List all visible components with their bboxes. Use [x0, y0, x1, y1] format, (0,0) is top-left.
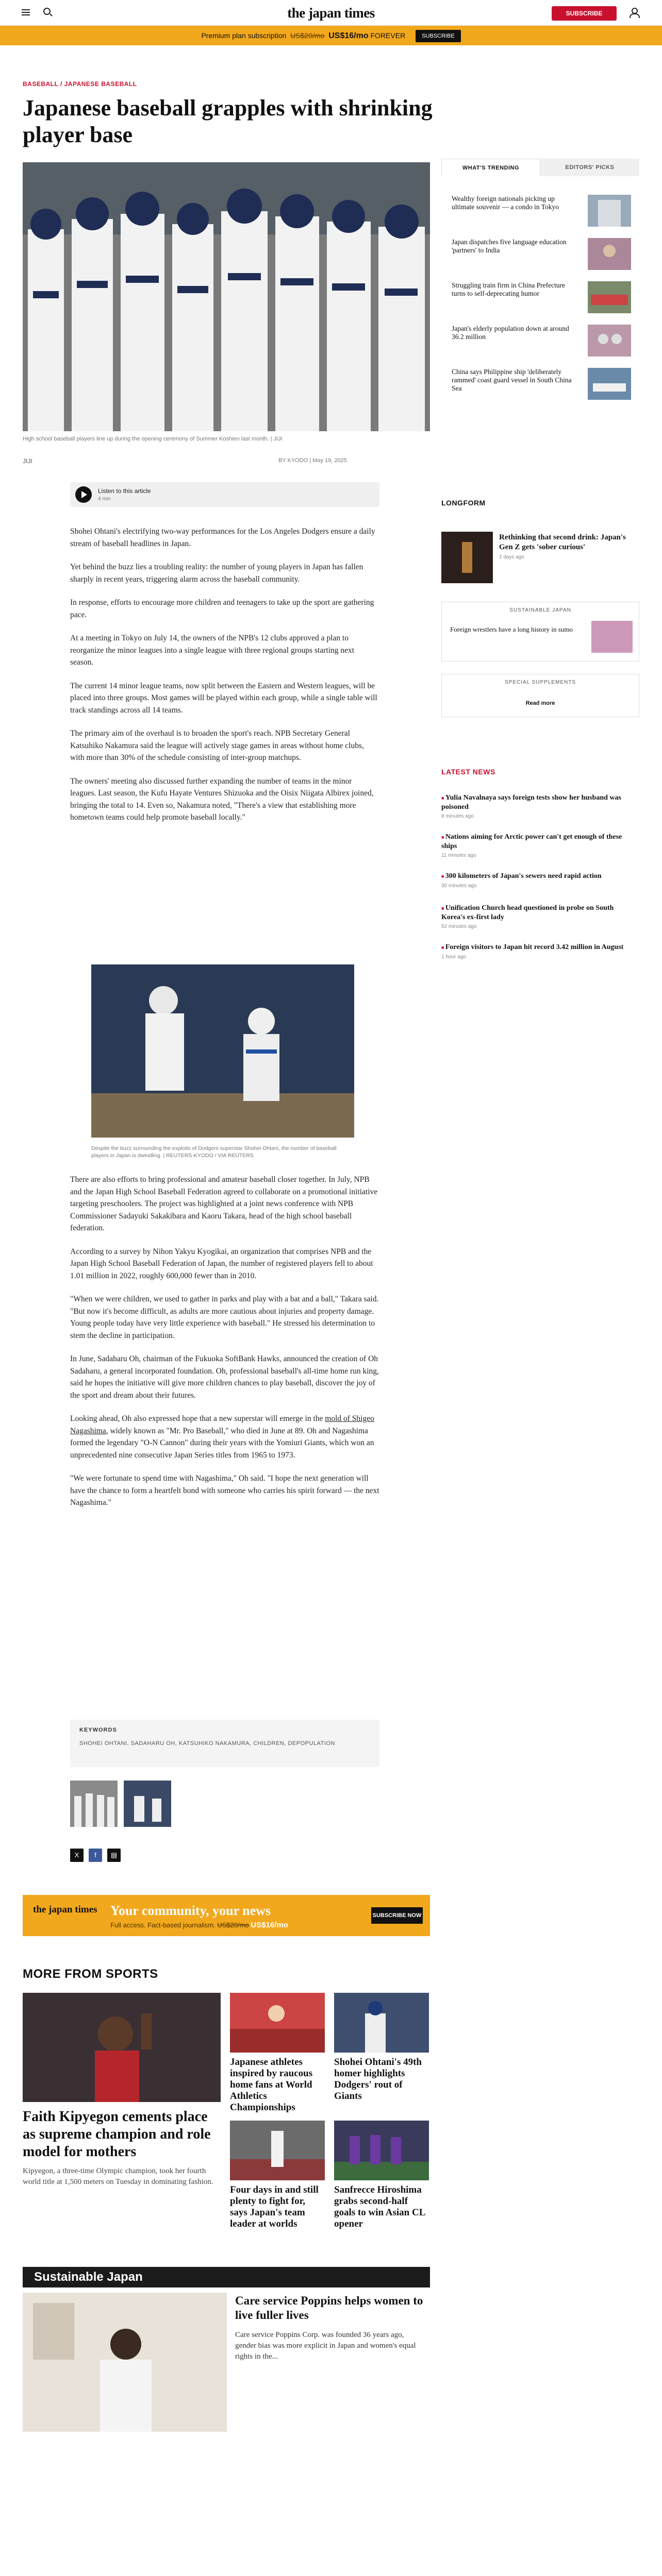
- related-thumb[interactable]: [124, 1781, 171, 1827]
- article-body-2: [70, 1174, 379, 1520]
- sustainable-box-title: Foreign wrestlers have a long history in sumo: [450, 625, 573, 633]
- promo-price: US$16/mo: [328, 31, 369, 40]
- site-logo[interactable]: the japan times: [287, 5, 375, 21]
- sustainable-desc: Care service Poppins Corp. was founded 36 years ago, gender bias was more explicit in Japan and women's equal rights in the...: [235, 2331, 416, 2361]
- trending-item[interactable]: Japan dispatches five language education 'partners' to India: [452, 238, 639, 273]
- read-more-link[interactable]: Read more: [525, 700, 555, 706]
- sports-card-title: Four days in and still plenty to fight for, says Japan's team leader at worlds: [230, 2184, 319, 2229]
- byline: BY KYODO | May 19, 2025: [278, 457, 347, 464]
- hero-caption: High school baseball players line up during the opening ceremony of Summer Koshien last month. | JIJI: [23, 436, 283, 442]
- sports-card[interactable]: [334, 2121, 429, 2230]
- play-icon[interactable]: [75, 486, 92, 503]
- more-sports-main-desc: Kipyegon, a three-time Olympic champion, took her fourth world title at 1,500 meters on Tuesday in dominating fashion.: [23, 2167, 213, 2186]
- sports-card[interactable]: [334, 1993, 429, 2102]
- audio-title: Listen to this article: [98, 487, 151, 495]
- longform-title[interactable]: Rethinking that second drink: Japan's Gen Z gets 'sober curious': [499, 533, 626, 551]
- subscribe-banner[interactable]: [23, 1895, 430, 1936]
- paragraph: The current 14 minor league teams, now split between the Eastern and Western leagues, will be placed into three groups. Most games will be played within each group, while a single table will track standings across all 14 teams.: [70, 681, 377, 715]
- sports-card-image: [230, 1993, 325, 2053]
- paragraph: In June, Sadaharu Oh, chairman of the Fukuoka SoftBank Hawks, announced the creation of Oh Sadaharu, a general incorporated foundation. Oh, professional baseball's all-time home run king, said he hopes the initiative will give more children chances to play baseball, discover the joy of the sport and dream about their futures.: [70, 1354, 379, 1400]
- special-supplements-box[interactable]: [441, 674, 639, 717]
- more-sports-main-photo[interactable]: [23, 1993, 221, 2102]
- ohtani-photo: [91, 964, 354, 1138]
- inline-caption: Despite the buzz surrounding the exploits of Dodgers superstar Shohei Ohtani, the number of baseball players in Japan is dwindling. | REUTERS-KYODO / VIA REUTERS: [91, 1145, 337, 1159]
- promo-lead: Premium plan subscription: [201, 31, 287, 40]
- baseball-players-photo: [23, 162, 430, 431]
- promo-banner[interactable]: [0, 26, 662, 45]
- trending-thumb: [588, 368, 631, 400]
- x-share-icon[interactable]: X: [70, 1849, 84, 1862]
- user-icon[interactable]: [629, 8, 638, 17]
- trending-item[interactable]: Japan's elderly population down at around 36.2 million: [452, 325, 639, 360]
- trending-thumb: [588, 195, 631, 227]
- inline-photo: [91, 964, 354, 1138]
- sports-card[interactable]: [230, 2121, 325, 2230]
- sports-card-title: Japanese athletes inspired by raucous home fans at World Athletics Championships: [230, 2057, 313, 2113]
- paragraph: "When we were children, we used to gather in parks and play with a bat and a ball," Takara said. "But now it's become difficult, as adults are more cautious about injuries and property damage. Young people today have very little experience with baseball." He stressed his determination to stem the decline in participation.: [70, 1295, 379, 1340]
- paragraph: There are also efforts to bring professional and amateur baseball closer together. In July, NPB and the Japan High School Baseball Federation agreed to collaborate on a promotional initiative targeting preschoolers. The project was highlighted at a joint news conference with NPB Commissioner Sadayuki Sakakibara and Kaoru Takara, head of the high school baseball federation.: [70, 1175, 378, 1232]
- paragraph: Yet behind the buzz lies a troubling reality: the number of young players in Japan has fallen sharply in recent years, triggering alarm across the baseball community.: [70, 563, 363, 584]
- sustainable-photo[interactable]: [23, 2293, 227, 2432]
- sports-card[interactable]: [230, 1993, 325, 2113]
- paragraph: Shohei Ohtani's electrifying two-way performances for the Los Angeles Dodgers ensure a daily stream of baseball headlines in Japan.: [70, 527, 375, 548]
- banner-subscribe-button[interactable]: SUBSCRIBE NOW: [371, 1907, 423, 1924]
- article-body: [70, 526, 379, 835]
- promo-tail: FOREVER: [370, 31, 406, 40]
- sustainable-japan-logo: Sustainable Japan: [34, 2270, 143, 2284]
- tab-editors-picks[interactable]: EDITORS' PICKS: [540, 159, 639, 176]
- latest-item[interactable]: ■ Yulia Navalnaya says foreign tests show her husband was poisoned 8 minutes ago: [441, 793, 639, 819]
- latest-news-label: LATEST NEWS: [441, 768, 495, 776]
- related-thumbnails: [70, 1781, 184, 1827]
- page-title: Japanese baseball grapples with shrinking player base: [23, 95, 433, 147]
- trending-thumb: [588, 238, 631, 270]
- longform-label: LONGFORM: [441, 499, 486, 507]
- subscribe-button[interactable]: SUBSCRIBE: [552, 6, 617, 21]
- sports-card-title: Shohei Ohtani's 49th homer highlights Dodgers' rout of Giants: [334, 2057, 422, 2102]
- longform-thumb[interactable]: [441, 532, 493, 583]
- paragraph: At a meeting in Tokyo on July 14, the owners of the NPB's 12 clubs approved a plan to reorganize the minor leagues into a single league with three regional groups starting next season.: [70, 634, 355, 667]
- latest-item[interactable]: ■ Foreign visitors to Japan hit record 3.42 million in August 1 hour ago: [441, 943, 639, 960]
- sports-card-image: [334, 2121, 429, 2180]
- trending-item[interactable]: Struggling train firm in China Prefecture turns to self-deprecating humor: [452, 281, 639, 316]
- banner-headline: Your community, your news: [110, 1903, 271, 1918]
- latest-item[interactable]: ■ Nations aiming for Arctic power can't get enough of these ships 11 minutes ago: [441, 833, 639, 858]
- keywords-box: [70, 1720, 379, 1767]
- latest-item[interactable]: ■ 300 kilometers of Japan's sewers need rapid action 30 minutes ago: [441, 872, 639, 889]
- special-label: SPECIAL SUPPLEMENTS: [504, 680, 576, 685]
- paragraph: The primary aim of the overhaul is to broaden the sport's reach. NPB Secretary General Katsuhiko Nakamura said the league will actively stage games in areas without home clubs, with more than 30% of the schedule consisting of inter-group matchups.: [70, 729, 364, 762]
- paragraph: According to a survey by Nihon Yakyu Kyogikai, an organization that comprises NPB and the Japan High School Baseball Federation of Japan, the number of registered players fell to about 1.01 million in 2022, roughly 600,000 fewer than in 2010.: [70, 1247, 373, 1280]
- paragraph: "We were fortunate to spend time with Nagashima," Oh said. "I hope the next generation will have the chance to form a heartfelt bond with someone who carries his spirit forward — the next Nagashima.": [70, 1474, 379, 1507]
- latest-item[interactable]: ■ Unification Church head questioned in probe on South Korea's ex-first lady 52 minutes ago: [441, 904, 639, 929]
- keywords-list[interactable]: SHOHEI OHTANI, SADAHARU OH, KATSUHIKO NAKAMURA, CHILDREN, DEPOPULATION: [79, 1740, 335, 1747]
- more-sports-title: MORE FROM SPORTS: [23, 1967, 158, 1981]
- audio-duration: 4 min: [98, 496, 111, 502]
- paragraph-with-link: Looking ahead, Oh also expressed hope that a new superstar will emerge in the mold of Shigeo Nagashima, widely known as "Mr. Pro Baseball," who died in June at 89. Oh and Nagashima formed the legendary "O-N Cannon" during their years with the Yomiuri Giants, which won an unprecedented nine consecutive Japan Series titles from 1965 to 1973.: [70, 1414, 374, 1460]
- audio-player[interactable]: [70, 482, 379, 507]
- sustainable-box-label: SUSTAINABLE JAPAN: [509, 607, 571, 613]
- trending-item[interactable]: Wealthy foreign nationals picking up ultimate souvenir — a condo in Tokyo: [452, 195, 639, 230]
- sports-card-image: [230, 2121, 325, 2180]
- promo-old-price: US$20/mo: [290, 31, 325, 40]
- sustainable-japan-box[interactable]: [441, 602, 639, 662]
- sports-card-image: [334, 1993, 429, 2053]
- promo-subscribe-button[interactable]: SUBSCRIBE: [416, 30, 461, 42]
- source-label: JIJI: [23, 457, 32, 465]
- sustainable-box-thumb: [591, 621, 633, 653]
- paragraph: The owners' meeting also discussed further expanding the number of teams in the minor leagues. Last season, the Kufu Hayate Ventures Shizuoka and the Oisix Niigata Albirex joined, bringing the total to 14. Even so, Nakamura noted, "There's a view that establishing more hometown teams could help promote baseball locally.": [70, 776, 374, 822]
- banner-logo: the japan times: [33, 1904, 97, 1915]
- keywords-label: KEYWORDS: [79, 1727, 117, 1733]
- top-bar: [0, 0, 662, 26]
- hero-photo: [23, 162, 430, 431]
- print-icon[interactable]: ▤: [107, 1849, 121, 1862]
- paragraph: In response, efforts to encourage more children and teenagers to take up the sport are gathering pace.: [70, 598, 374, 619]
- related-thumb[interactable]: [70, 1781, 118, 1827]
- breadcrumb[interactable]: BASEBALL / JAPANESE BASEBALL: [23, 80, 137, 88]
- tab-trending[interactable]: WHAT'S TRENDING: [441, 159, 540, 176]
- trending-thumb: [588, 325, 631, 357]
- sustainable-title[interactable]: Care service Poppins helps women to live fuller lives: [235, 2294, 423, 2321]
- sustainable-japan-header[interactable]: [23, 2267, 430, 2287]
- longform-date: 2 days ago: [499, 554, 524, 560]
- trending-item[interactable]: China says Philippine ship 'deliberately rammed' coast guard vessel in South China Sea: [452, 368, 639, 403]
- sidebar-tabs: [441, 159, 639, 176]
- banner-subline: Full access. Fact-based journalism. US$20/mo US$16/mo: [110, 1921, 288, 1929]
- more-sports-main-title[interactable]: Faith Kipyegon cements place as supreme champion and role model for mothers: [23, 2109, 211, 2160]
- facebook-share-icon[interactable]: f: [89, 1849, 102, 1862]
- trending-thumb: [588, 281, 631, 313]
- nagashima-link[interactable]: mold of Shigeo Nagashima: [70, 1414, 374, 1435]
- sports-card-title: Sanfrecce Hiroshima grabs second-half goals to win Asian CL opener: [334, 2184, 425, 2229]
